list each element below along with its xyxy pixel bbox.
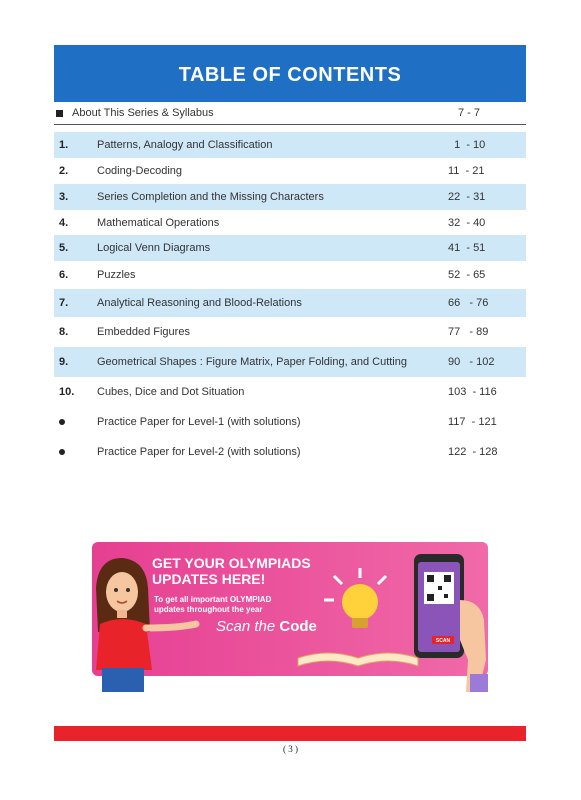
toc-header — [54, 45, 526, 102]
toc-chapter-title: Analytical Reasoning and Blood-Relations — [97, 297, 302, 309]
toc-chapter-title: Cubes, Dice and Dot Situation — [97, 386, 245, 398]
about-range: 7 - 7 — [458, 107, 481, 119]
toc-chapter-number: 2. — [59, 165, 69, 177]
toc-chapter-title: Puzzles — [97, 269, 136, 281]
toc-row — [54, 210, 526, 235]
toc-page-range: 66 - 76 — [448, 297, 489, 309]
toc-page-range: 77 - 89 — [448, 326, 489, 338]
footer-red-bar — [54, 726, 526, 741]
toc-row — [54, 132, 526, 158]
toc-chapter-title: Geometrical Shapes : Figure Matrix, Paper Folding, and Cutting — [97, 356, 407, 368]
toc-row — [54, 347, 526, 377]
toc-chapter-number: 8. — [59, 326, 69, 338]
toc-chapter-title: Coding-Decoding — [97, 165, 182, 177]
toc-page-range: 11 - 21 — [448, 165, 485, 177]
toc-page-range: 32 - 40 — [448, 216, 486, 229]
toc-chapter-number: 5. — [59, 242, 69, 254]
toc-chapter-title: Mathematical Operations — [97, 216, 220, 229]
toc-row — [54, 289, 526, 317]
toc-chapter-title: Practice Paper for Level-2 (with solutions) — [97, 446, 301, 458]
olympiad-banner — [88, 540, 488, 692]
banner-scan-the: Scan the — [216, 618, 276, 635]
toc-page-range: 122 - 128 — [448, 446, 498, 458]
toc-row — [54, 317, 526, 347]
svg-text:Scan the Code — [216, 618, 317, 635]
toc-chapter-number: 1. — [59, 139, 69, 151]
toc-page-range: 117 - 121 — [448, 416, 497, 428]
toc-chapter-number: 6. — [59, 269, 69, 281]
page-title: TABLE OF CONTENTS — [178, 64, 402, 86]
toc-chapter-title: Series Completion and the Missing Characters — [97, 191, 324, 203]
toc-chapter-number: 3. — [59, 191, 69, 203]
toc-row — [54, 158, 526, 184]
toc-row — [54, 407, 526, 437]
banner-code: Code — [279, 618, 317, 635]
toc-chapter-number: 4. — [59, 216, 69, 229]
square-bullet-icon — [56, 110, 63, 117]
about-row — [54, 102, 526, 125]
toc-page-range: 52 - 65 — [448, 269, 486, 281]
toc-page-range: 103 - 116 — [448, 386, 497, 398]
toc-chapter-number: 7. — [59, 297, 69, 309]
toc-chapter-number: 9. — [59, 356, 69, 368]
toc-page-range: 90 - 102 — [448, 356, 495, 368]
toc-row — [54, 377, 526, 407]
banner-sub-2: updates throughout the year — [154, 605, 263, 614]
banner-headline-1: GET YOUR OLYMPIADS — [152, 555, 311, 571]
page-number: ( 3 ) — [283, 744, 298, 754]
toc-row — [54, 184, 526, 210]
bullet-icon — [54, 446, 97, 458]
toc-chapter-title: Embedded Figures — [97, 326, 190, 338]
banner-sub-1: To get all important OLYMPIAD — [154, 595, 272, 604]
toc-list — [54, 132, 526, 467]
banner-headline-2: UPDATES HERE! — [152, 571, 266, 587]
toc-chapter-title: Logical Venn Diagrams — [97, 242, 211, 254]
toc-page-range: 1 - 10 — [448, 139, 486, 151]
toc-chapter-number: 10. — [59, 386, 75, 398]
toc-row — [54, 235, 526, 261]
toc-chapter-title: Practice Paper for Level-1 (with solutions) — [97, 416, 301, 428]
toc-row — [54, 261, 526, 289]
about-label: About This Series & Syllabus — [72, 107, 214, 119]
bullet-icon — [54, 416, 97, 428]
toc-row — [54, 437, 526, 467]
toc-page-range: 22 - 31 — [448, 191, 486, 203]
scan-button-label: SCAN — [435, 638, 451, 644]
toc-chapter-title: Patterns, Analogy and Classification — [97, 139, 273, 151]
toc-page-range: 41 - 51 — [448, 242, 486, 254]
